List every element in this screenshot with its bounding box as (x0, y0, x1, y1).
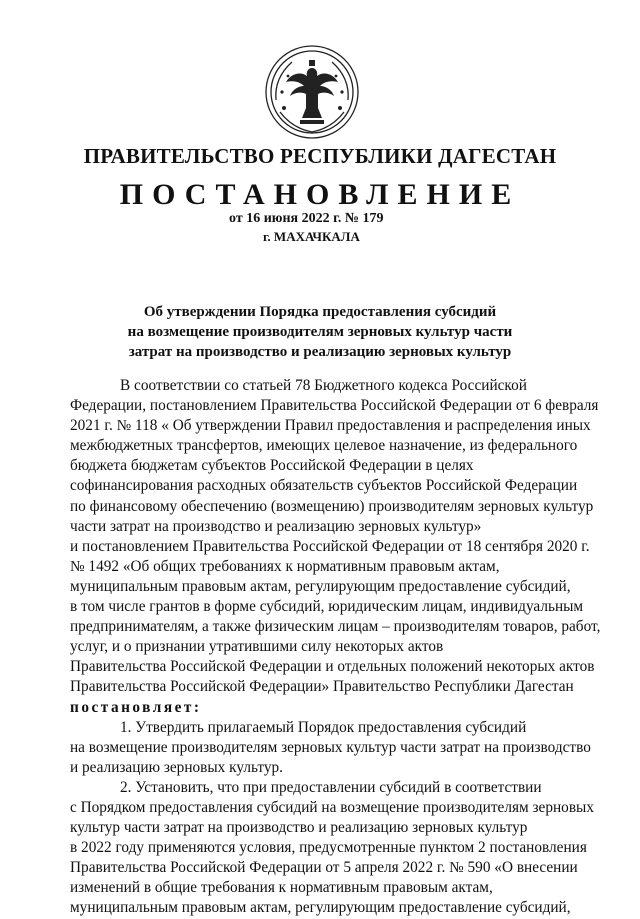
body-line: по финансовому обеспечению (возмещению) производителям зерновых культур (70, 497, 594, 515)
body-line: 2021 г. № 118 « Об утверждении Правил предоставления и распределения иных (70, 417, 591, 435)
body-line: на возмещение производителям зерновых культур части затрат на производство (70, 738, 591, 756)
body-line: В соответствии со статьей 78 Бюджетного кодекса Российской (120, 377, 527, 394)
document-date-number: от 16 июня 2022 г. № 179 (229, 211, 384, 226)
document-city: г. МАХАЧКАЛА (263, 229, 360, 244)
body-line: бюджета бюджетам субъектов Российской Федерации в целях (70, 457, 474, 475)
body-line: Правительства Российской Федерации и отдельных положений некоторых актов (70, 658, 595, 676)
body-line: в том числе грантов в форме субсидий, юридическим лицам, индивидуальным (70, 598, 584, 616)
body-line: предпринимателям, а также физическим лицам – производителям товаров, работ, (70, 618, 601, 636)
body-line: Правительства Российской Федерации» Правительство Республики Дагестан (70, 678, 574, 696)
title-line: Об утверждении Порядка предоставления субсидий (143, 304, 497, 320)
body-line: в 2022 году применяются условия, предусмотренные пунктом 2 постановления (70, 839, 587, 857)
body-line: культур части затрат на производство и реализацию зерновых культур (70, 819, 528, 837)
body-line: изменений в общие требования к нормативным правовым актам, (70, 879, 493, 897)
body-line: и реализацию зерновых культур. (70, 758, 283, 776)
body-line: софинансирования расходных обязательств субъектов Российской Федерации (70, 477, 578, 495)
body-line: муниципальным правовым актам, регулирующим предоставление субсидий, (70, 899, 571, 917)
body-line: Федерации, постановлением Правительства Российской Федерации от 6 февраля (70, 397, 599, 415)
title-line: на возмещение производителям зерновых культур части (127, 324, 513, 340)
body-line: межбюджетных трансфертов, имеющих целевое назначение, из федерального (70, 437, 578, 455)
body-line: № 1492 «Об общих требованиях к нормативным правовым актам, (70, 557, 500, 575)
operative-word: постановляет: (70, 698, 202, 716)
issuing-authority: ПРАВИТЕЛЬСТВО РЕСПУБЛИКИ ДАГЕСТАН (83, 144, 557, 168)
body-line: и постановлением Правительства Российской Федерации от 18 сентября 2020 г. (70, 537, 590, 555)
body-line: с Порядком предоставления субсидий на возмещение производителям зерновых (70, 798, 594, 816)
document-type: ПОСТАНОВЛЕНИЕ (119, 178, 521, 211)
body-line: 1. Утвердить прилагаемый Порядок предоставления субсидий (120, 718, 527, 736)
body-line: части затрат на производство и реализацию зерновых культур» (70, 517, 482, 535)
coat-of-arms-icon (262, 42, 362, 142)
document-title (0, 302, 640, 362)
body-line: 2. Установить, что при предоставлении субсидий в соответствии (120, 778, 542, 796)
body-line: услуг, и о признании утратившими силу некоторых актов (70, 638, 444, 656)
body-line: Правительства Российской Федерации от 5 апреля 2022 г. № 590 «О внесении (70, 859, 578, 877)
title-line: затрат на производство и реализацию зерновых культур (128, 344, 512, 360)
body-line: муниципальным правовым актам, регулирующим предоставление субсидий, (70, 577, 571, 595)
document-body (70, 376, 604, 919)
